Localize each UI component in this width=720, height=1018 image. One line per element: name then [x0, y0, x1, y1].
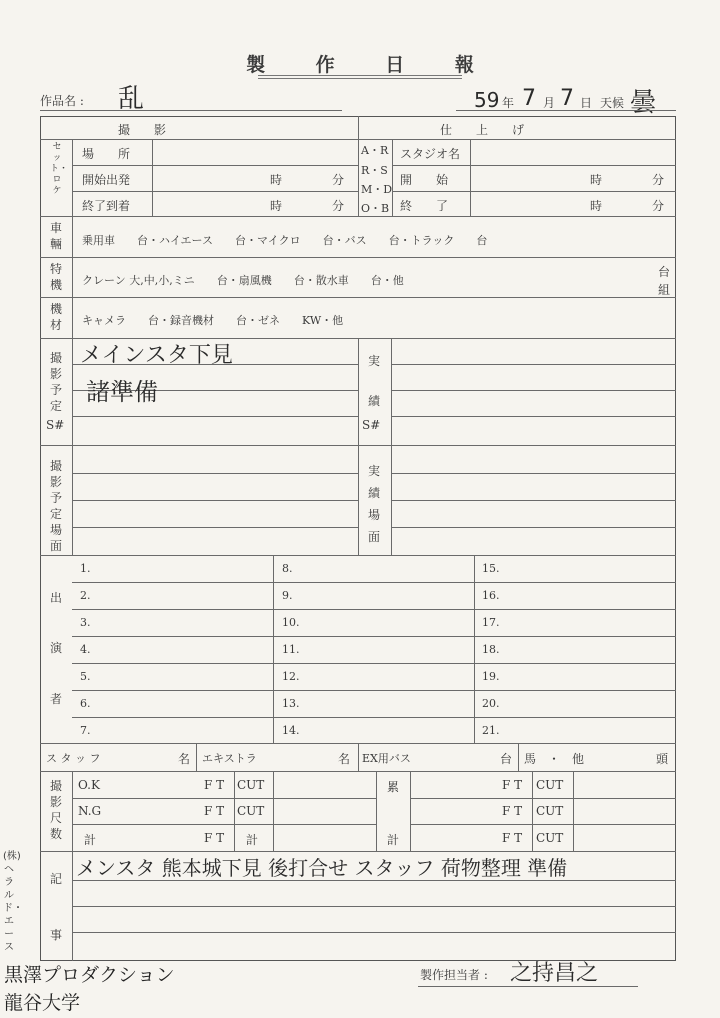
md-label: M・D	[361, 183, 393, 196]
extra-label: エキストラ	[202, 752, 257, 765]
start-label: 開始出発	[82, 173, 131, 187]
total-ft-unit: F T	[204, 831, 225, 845]
cast-slot: 2.	[80, 589, 91, 602]
horse-label: 馬 ・ 他	[524, 752, 585, 766]
rule	[358, 338, 359, 555]
page-title: 製 作 日 報	[246, 54, 496, 76]
plan-line-1: メインスタ下見	[80, 343, 233, 368]
company-side-label: (株) ヘラルド・エース	[3, 851, 23, 953]
cum-ft-unit: F T	[502, 804, 523, 818]
watermark-university: 龍谷大学	[4, 992, 81, 1014]
cast-label-a: 出	[50, 591, 63, 605]
rule	[72, 636, 676, 637]
work-title-underline	[40, 110, 342, 111]
footage-label: 撮影尺数	[49, 779, 62, 841]
year-label: 年	[502, 96, 515, 110]
cast-slot: 13.	[282, 697, 300, 710]
studio-label: スタジオ名	[400, 147, 461, 161]
month-label: 月	[543, 96, 556, 110]
rule	[474, 555, 475, 743]
rule	[410, 824, 676, 825]
finish-start-hour: 時	[590, 173, 603, 187]
cast-slot: 6.	[80, 697, 91, 710]
month-value: 7	[522, 86, 536, 111]
notes-text: メンスタ 熊本城下見 後打合せ スタッフ 荷物整理 準備	[76, 856, 568, 880]
day-value: 7	[560, 86, 574, 111]
finishing-header: 仕 上 げ	[440, 123, 525, 137]
rule	[376, 771, 377, 851]
cumulative-label-b: 計	[387, 833, 400, 847]
cast-slot: 19.	[482, 670, 500, 683]
end-hour-label: 時	[270, 199, 283, 213]
place-label: 場 所	[82, 147, 131, 161]
finish-end-label: 終 了	[400, 199, 449, 213]
cast-slot: 1.	[80, 562, 91, 575]
rule	[358, 743, 359, 771]
weather-label: 天候	[600, 96, 625, 110]
work-title-value: 乱	[118, 84, 145, 114]
rule	[152, 139, 153, 216]
ok-cut-label: CUT	[237, 778, 265, 792]
horse-unit: 頭	[656, 752, 669, 766]
title-underline	[258, 78, 462, 79]
cum-cut-label: CUT	[536, 831, 564, 845]
ng-cut-label: CUT	[237, 804, 265, 818]
rule	[391, 416, 676, 417]
day-label: 日	[580, 96, 593, 110]
cast-slot: 17.	[482, 616, 500, 629]
plan-label: 撮影予定	[49, 351, 62, 413]
cast-slot: 8.	[282, 562, 293, 575]
rule	[410, 771, 411, 851]
cast-slot: 11.	[282, 643, 300, 656]
cast-slot: 5.	[80, 670, 91, 683]
plan-line-2: 諸準備	[86, 378, 158, 406]
rule	[40, 257, 676, 258]
rule	[196, 743, 197, 771]
cast-slot: 10.	[282, 616, 300, 629]
rule	[391, 338, 392, 555]
rule	[72, 527, 358, 528]
finish-start-minute: 分	[652, 173, 665, 187]
cum-cut-label: CUT	[536, 778, 564, 792]
end-minute-label: 分	[332, 199, 345, 213]
vehicles-text: 乗用車 台・ハイエース 台・マイクロ 台・バス 台・トラック 台	[82, 234, 488, 247]
special-label: 特機	[49, 262, 62, 292]
vehicles-label: 車輛	[49, 221, 62, 251]
rule	[392, 139, 393, 216]
rule	[72, 191, 358, 192]
cast-label-b: 演	[50, 641, 63, 655]
rule	[72, 139, 73, 555]
staff-count-unit: 名	[178, 752, 191, 766]
equipment-label: 機材	[49, 302, 62, 332]
rule	[72, 771, 73, 851]
cast-slot: 3.	[80, 616, 91, 629]
rule	[273, 771, 274, 851]
ex-bus-label: EX用バス	[362, 752, 411, 765]
finish-end-hour: 時	[590, 199, 603, 213]
cut-total-label: 計	[246, 833, 259, 847]
date-underline	[456, 110, 676, 111]
rule	[40, 297, 676, 298]
notes-label-a: 記	[50, 872, 63, 886]
cast-slot: 14.	[282, 724, 300, 737]
cast-slot: 15.	[482, 562, 500, 575]
shooting-header: 撮 影	[118, 123, 167, 137]
cast-slot: 9.	[282, 589, 293, 602]
actual-label-a: 実	[368, 354, 381, 368]
rule	[72, 717, 676, 718]
cast-slot: 12.	[282, 670, 300, 683]
ok-label: O.K	[78, 778, 100, 792]
ob-label: O・B	[361, 202, 390, 215]
special-text: クレーン 大,中,小,ミニ 台・扇風機 台・散水車 台・他	[82, 274, 404, 287]
rule	[532, 771, 533, 851]
rule	[273, 555, 274, 743]
cum-cut-label: CUT	[536, 804, 564, 818]
rule	[391, 527, 676, 528]
rule	[470, 139, 471, 216]
ng-ft-unit: F T	[204, 804, 225, 818]
cast-label-c: 者	[50, 692, 63, 706]
notes-label-b: 事	[50, 928, 63, 942]
cast-slot: 4.	[80, 643, 91, 656]
rs-label: R・S	[361, 164, 388, 177]
actual-label-b: 績	[368, 394, 381, 408]
extra-count-unit: 名	[338, 752, 351, 766]
rule	[573, 771, 574, 851]
start-minute-label: 分	[332, 173, 345, 187]
rule	[72, 582, 676, 583]
special-unit-kumi: 組	[658, 283, 671, 297]
ng-label: N.G	[78, 804, 102, 818]
rule	[410, 798, 676, 799]
year-value: 59	[474, 88, 500, 112]
scene-label: 撮影予定場面	[49, 459, 62, 553]
manager-underline	[418, 986, 638, 987]
rule	[391, 473, 676, 474]
scene-actual-label: 実績場面	[367, 464, 380, 544]
rule	[72, 473, 358, 474]
watermark-production: 黒澤プロダクション	[4, 964, 175, 986]
rule	[72, 690, 676, 691]
manager-label: 製作担当者 :	[420, 968, 488, 982]
cast-slot: 7.	[80, 724, 91, 737]
rule	[72, 932, 676, 933]
rule	[72, 798, 376, 799]
rule	[391, 500, 676, 501]
finish-start-label: 開 始	[400, 173, 449, 187]
finish-end-minute: 分	[652, 199, 665, 213]
rule	[392, 191, 676, 192]
rule	[72, 165, 358, 166]
rule	[72, 416, 358, 417]
rule	[72, 663, 676, 664]
cum-ft-unit: F T	[502, 831, 523, 845]
rule	[40, 445, 676, 446]
setloke-side-label: セット・ロケ	[50, 142, 69, 196]
special-unit-dai: 台	[658, 265, 671, 279]
plan-scene-number-label: S#	[46, 418, 65, 432]
actual-scene-number-label: S#	[362, 418, 381, 432]
ex-bus-unit: 台	[500, 752, 513, 766]
footage-total-label: 計	[84, 833, 97, 847]
title-underline	[258, 75, 462, 76]
weather-value: 曇	[630, 88, 657, 118]
manager-signature: 之持昌之	[510, 961, 599, 986]
cast-slot: 18.	[482, 643, 500, 656]
equipment-text: キャメラ 台・録音機材 台・ゼネ KW・他	[82, 314, 344, 327]
end-label: 終了到着	[82, 199, 131, 213]
rule	[358, 116, 359, 216]
rule	[72, 906, 676, 907]
rule	[234, 771, 235, 851]
rule	[72, 609, 676, 610]
start-hour-label: 時	[270, 173, 283, 187]
rule	[72, 824, 376, 825]
rule	[391, 364, 676, 365]
staff-label: ス タ ッ フ	[46, 752, 101, 765]
rule	[40, 771, 676, 772]
rule	[72, 500, 358, 501]
rule	[392, 165, 676, 166]
cast-slot: 20.	[482, 697, 500, 710]
rule	[518, 743, 519, 771]
cast-slot: 16.	[482, 589, 500, 602]
cumulative-label-a: 累	[387, 780, 400, 794]
cum-ft-unit: F T	[502, 778, 523, 792]
cast-slot: 21.	[482, 724, 500, 737]
ar-label: A・R	[361, 144, 389, 157]
rule	[391, 390, 676, 391]
rule	[40, 216, 676, 217]
ok-ft-unit: F T	[204, 778, 225, 792]
rule	[40, 555, 676, 556]
work-title-label: 作品名 :	[40, 94, 84, 108]
